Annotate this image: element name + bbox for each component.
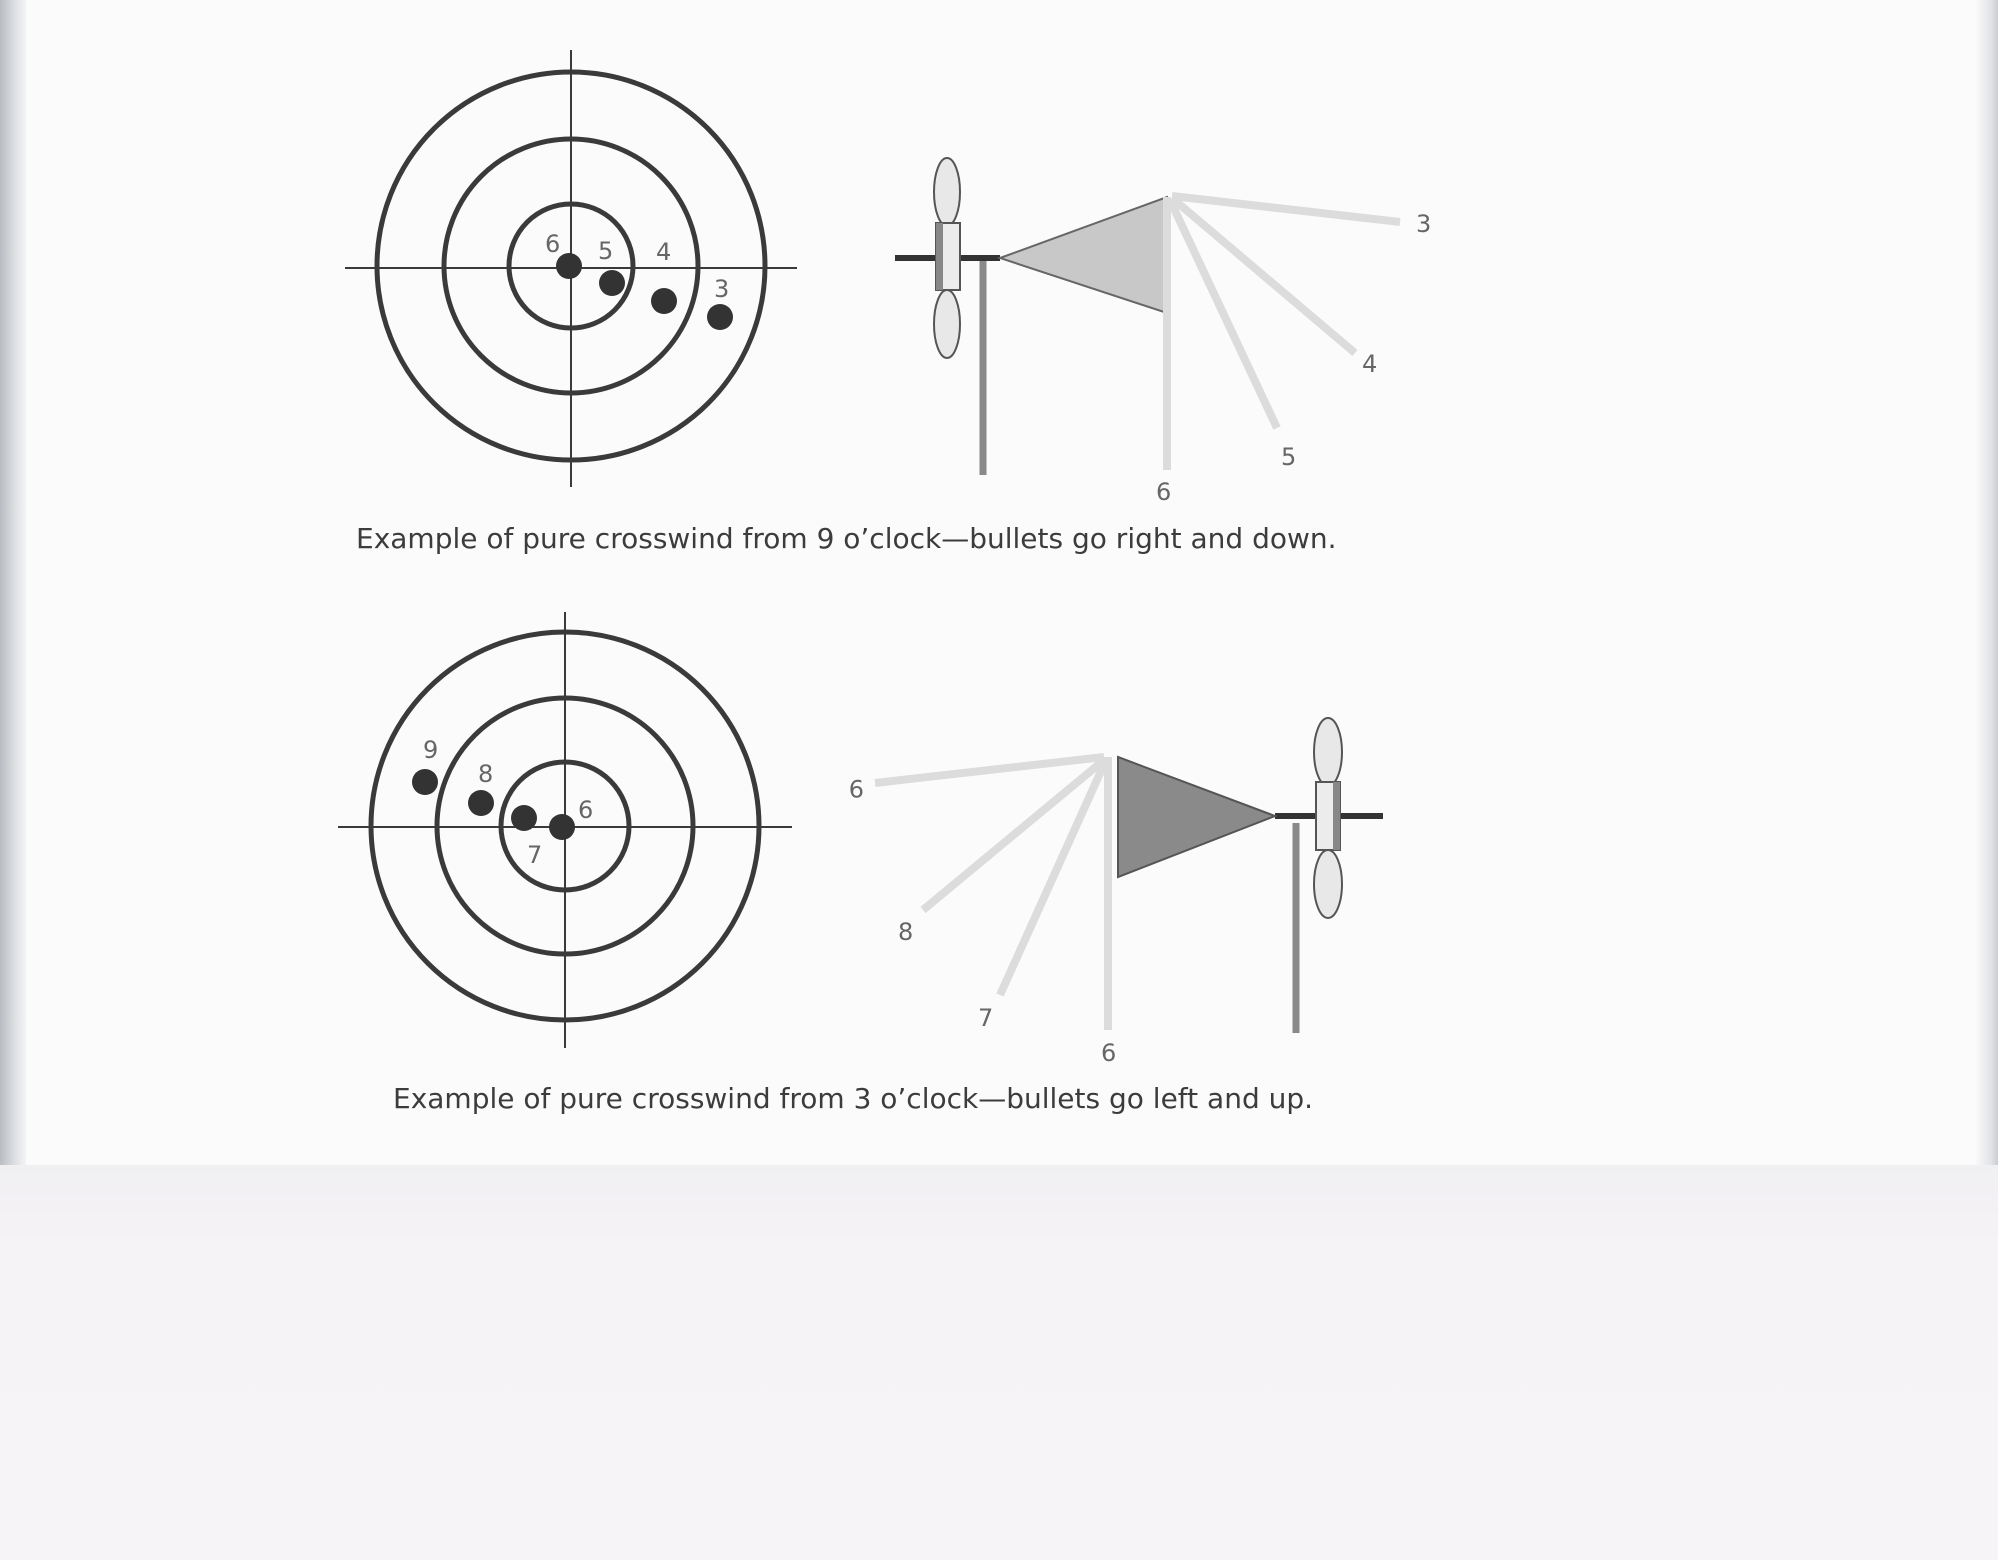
indicator-bottom-flag xyxy=(1118,757,1275,877)
shot-top-5 xyxy=(599,270,625,296)
tail-bottom-9 xyxy=(875,757,1104,783)
tail-top-3 xyxy=(1172,196,1400,222)
propeller-top-blade-upper xyxy=(934,158,960,226)
tail-top-4 xyxy=(1172,198,1355,353)
shot-bottom-label-8: 8 xyxy=(478,760,494,788)
shot-bottom-9 xyxy=(412,769,438,795)
shot-bottom-7 xyxy=(511,805,537,831)
shot-top-3 xyxy=(707,304,733,330)
tail-bottom-8 xyxy=(923,760,1104,910)
shot-bottom-label-6: 6 xyxy=(578,796,594,824)
propeller-bottom-blade-upper xyxy=(1314,718,1342,786)
tail-bottom-7 xyxy=(1000,760,1106,995)
shot-bottom-label-9: 9 xyxy=(423,736,439,764)
indicator-top-label-5: 5 xyxy=(1281,443,1297,471)
indicator-top-label-3: 3 xyxy=(1416,210,1432,238)
shot-top-label-5: 5 xyxy=(598,237,614,265)
propeller-top-hub-shade xyxy=(936,223,943,290)
caption-top: Example of pure crosswind from 9 o’clock—bullets go right and down. xyxy=(356,522,1337,555)
shot-top-label-3: 3 xyxy=(714,275,730,303)
shot-bottom-label-7: 7 xyxy=(527,841,543,869)
tail-top-5 xyxy=(1170,200,1277,428)
indicator-bottom-label-6: 6 xyxy=(1101,1039,1117,1067)
shot-top-4 xyxy=(651,288,677,314)
indicator-top-flag xyxy=(1000,197,1167,313)
indicator-bottom-label-7: 7 xyxy=(978,1004,994,1032)
shot-bottom-6 xyxy=(549,814,575,840)
propeller-bottom-hub-shade xyxy=(1333,782,1340,850)
caption-bottom: Example of pure crosswind from 3 o’clock—bullets go left and up. xyxy=(393,1082,1314,1115)
indicator-bottom-label-9: 9 xyxy=(848,774,864,802)
shot-bottom-8 xyxy=(468,790,494,816)
shot-top-label-4: 4 xyxy=(656,238,672,266)
indicator-top-label-4: 4 xyxy=(1362,350,1378,378)
indicator-bottom-label-8: 8 xyxy=(898,918,914,946)
propeller-top-blade-lower xyxy=(934,290,960,358)
wind-indicator-bottom xyxy=(875,718,1383,1033)
indicator-top-tails xyxy=(1167,196,1400,470)
indicator-bottom-tails xyxy=(875,757,1108,1030)
wind-indicator-top xyxy=(895,158,1400,475)
target-top-shots xyxy=(556,253,733,330)
shot-top-label-6: 6 xyxy=(545,230,561,258)
propeller-bottom-blade-lower xyxy=(1314,850,1342,918)
indicator-top-label-6: 6 xyxy=(1156,478,1172,506)
